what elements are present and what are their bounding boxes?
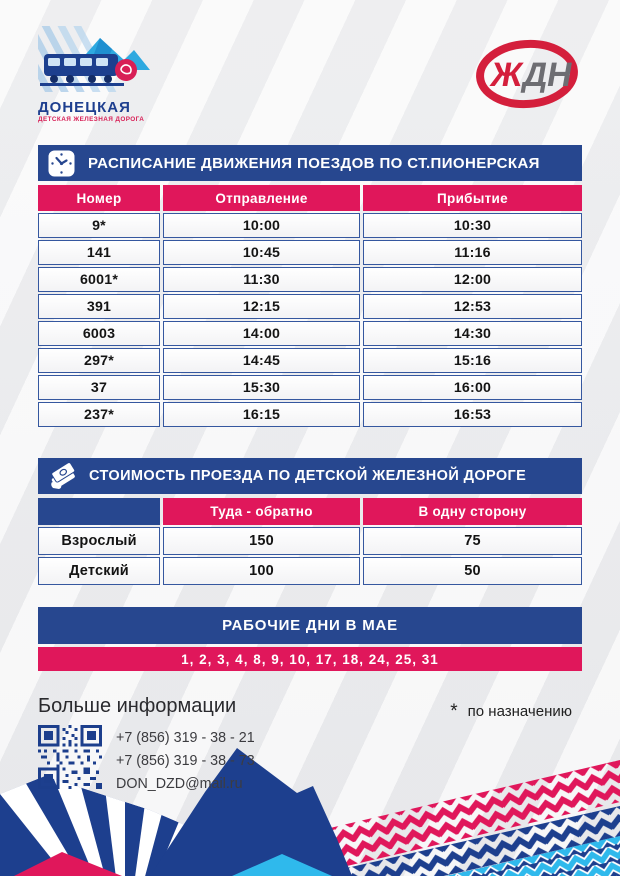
table-cell: 10:45 — [163, 240, 360, 265]
schedule-title: РАСПИСАНИЕ ДВИЖЕНИЯ ПОЕЗДОВ ПО СТ.ПИОНЕРСКАЯ — [88, 154, 540, 172]
logo-title: ДОНЕЦКАЯ — [38, 99, 131, 116]
table-cell: 6001* — [38, 267, 160, 292]
table-cell: 12:15 — [163, 294, 360, 319]
table-cell: 100 — [163, 557, 360, 585]
working-days-list: 1, 2, 3, 4, 8, 9, 10, 17, 18, 24, 25, 31 — [38, 647, 582, 671]
pricing-title: СТОИМОСТЬ ПРОЕЗДА ПО ДЕТСКОЙ ЖЕЛЕЗНОЙ ДОРОГЕ — [89, 468, 527, 484]
zhdn-oval-logo — [474, 38, 580, 110]
table-cell: 16:53 — [363, 402, 582, 427]
schedule-col-departure: Отправление — [163, 185, 360, 211]
clock-icon — [48, 150, 75, 177]
schedule-col-number: Номер — [38, 185, 160, 211]
table-cell: 297* — [38, 348, 160, 373]
footer — [38, 695, 582, 796]
logo-subtitle: ДЕТСКАЯ ЖЕЛЕЗНАЯ ДОРОГА — [38, 116, 145, 123]
table-cell: 9* — [38, 213, 160, 238]
contact-lines — [116, 725, 255, 796]
table-cell: Взрослый — [38, 527, 160, 555]
table-cell: 150 — [163, 527, 360, 555]
table-cell: 10:00 — [163, 213, 360, 238]
email-address: DON_DZD@mail.ru — [116, 776, 243, 792]
asterisk: * — [450, 701, 458, 722]
working-days-title: РАБОЧИЕ ДНИ В МАЕ — [222, 617, 398, 634]
svg-text:Н: Н — [544, 56, 576, 94]
table-cell: 12:53 — [363, 294, 582, 319]
table-cell: 14:30 — [363, 321, 582, 346]
table-cell: 391 — [38, 294, 160, 319]
table-cell: 14:45 — [163, 348, 360, 373]
working-days-header-bar — [38, 607, 582, 644]
table-cell: 12:00 — [363, 267, 582, 292]
table-cell: Детский — [38, 557, 160, 585]
table-cell: 14:00 — [163, 321, 360, 346]
pricing-col-roundtrip: Туда - обратно — [163, 498, 360, 525]
pricing-col-oneway: В одну сторону — [363, 498, 582, 525]
schedule-header-bar — [38, 145, 582, 181]
more-info-title: Больше информации — [38, 695, 237, 717]
table-cell: 6003 — [38, 321, 160, 346]
schedule-table — [38, 185, 582, 427]
pricing-col-empty — [38, 498, 160, 525]
table-cell: 50 — [363, 557, 582, 585]
asterisk-note — [450, 703, 582, 796]
table-cell: 11:16 — [363, 240, 582, 265]
table-cell: 15:16 — [363, 348, 582, 373]
table-cell: 16:00 — [363, 375, 582, 400]
table-cell: 237* — [38, 402, 160, 427]
table-cell: 37 — [38, 375, 160, 400]
table-cell: 141 — [38, 240, 160, 265]
schedule-col-arrival: Прибытие — [363, 185, 582, 211]
table-cell: 75 — [363, 527, 582, 555]
pricing-table — [38, 498, 582, 585]
table-cell: 10:30 — [363, 213, 582, 238]
table-cell: 11:30 — [163, 267, 360, 292]
phone-number: +7 (856) 319 - 38 - 73 — [116, 753, 255, 769]
brand-letter: Ж — [488, 56, 526, 94]
pricing-header-bar — [38, 458, 582, 494]
train-logo-icon — [38, 26, 156, 92]
table-cell: 15:30 — [163, 375, 360, 400]
qr-code — [38, 725, 102, 789]
donetsk-railway-logo — [38, 26, 168, 123]
asterisk-note-text: по назначению — [467, 703, 572, 720]
contact-info — [38, 695, 450, 796]
content — [38, 145, 582, 671]
phone-number: +7 (856) 319 - 38 - 21 — [116, 730, 255, 746]
ticket-icon — [48, 462, 76, 490]
table-cell: 16:15 — [163, 402, 360, 427]
svg-text:Д: Д — [520, 56, 552, 94]
